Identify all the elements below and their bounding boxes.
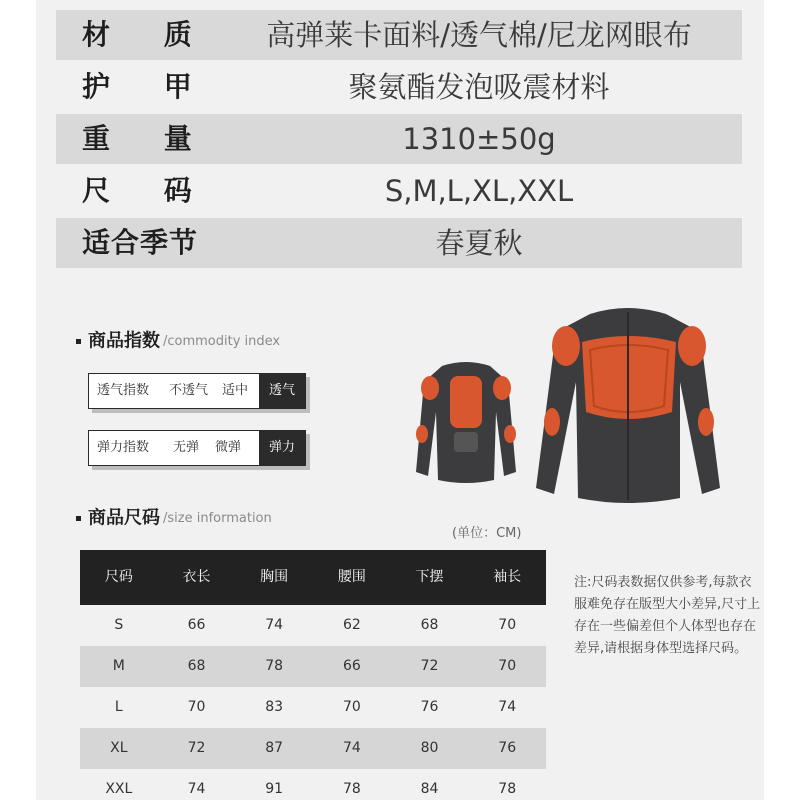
spec-row-size	[56, 166, 742, 216]
spec-row-season	[56, 218, 742, 268]
spec-row-material	[56, 10, 742, 60]
size-table	[80, 550, 546, 810]
spec-row-weight	[56, 114, 742, 164]
table-cell: M	[112, 658, 125, 674]
table-row	[80, 728, 546, 769]
table-cell: L	[114, 699, 123, 715]
index-option: 不透气	[169, 383, 209, 398]
table-row	[80, 605, 546, 646]
section-subtitle: /size information	[163, 510, 272, 526]
table-cell: 66	[187, 617, 206, 633]
spec-value: 1310±50g	[402, 122, 556, 156]
table-cell: 70	[498, 658, 517, 674]
size-table-header	[80, 550, 546, 605]
table-row	[80, 769, 546, 810]
armor-jacket-back-image	[412, 352, 520, 487]
spec-value: 聚氨酯发泡吸震材料	[348, 70, 610, 104]
table-cell: 72	[420, 658, 439, 674]
table-cell: 87	[265, 740, 284, 756]
index-option: 无弹	[173, 440, 200, 455]
table-cell: 62	[342, 617, 361, 633]
table-cell: 70	[187, 699, 206, 715]
table-cell: 74	[498, 699, 517, 715]
table-cell: 83	[265, 699, 284, 715]
header-cell: 腰围	[337, 569, 366, 585]
table-row	[80, 687, 546, 728]
spec-value: 高弹莱卡面料/透气棉/尼龙网眼布	[266, 18, 692, 52]
table-cell: 72	[187, 740, 206, 756]
table-row	[80, 646, 546, 687]
index-label: 弹力指数	[97, 440, 150, 455]
armor-jacket-front-image	[530, 302, 726, 510]
spec-row-armor	[56, 62, 742, 112]
table-cell: 84	[420, 781, 439, 797]
index-label: 透气指数	[97, 383, 150, 398]
header-cell: 尺码	[104, 569, 133, 585]
index-option: 微弹	[215, 440, 242, 455]
header-cell: 胸围	[260, 569, 289, 585]
spec-label: 适合季节	[82, 226, 199, 259]
table-cell: 78	[342, 781, 361, 797]
bullet-icon	[76, 339, 81, 344]
unit-label: (单位：CM)	[452, 526, 522, 541]
table-cell: 66	[342, 658, 361, 674]
spec-value: 春夏秋	[435, 226, 523, 260]
table-cell: 70	[342, 699, 361, 715]
table-cell: 68	[187, 658, 206, 674]
table-cell: S	[114, 617, 124, 633]
table-cell: 76	[420, 699, 439, 715]
table-cell: 76	[498, 740, 517, 756]
table-cell: 74	[342, 740, 361, 756]
table-cell: 78	[498, 781, 517, 797]
header-cell: 下摆	[415, 569, 444, 585]
table-cell: XXL	[105, 781, 133, 797]
index-option-selected: 弹力	[259, 431, 305, 465]
commodity-index-heading	[76, 328, 280, 354]
section-title: 商品指数	[88, 330, 160, 352]
section-title: 商品尺码	[88, 507, 160, 529]
table-cell: 70	[498, 617, 517, 633]
table-cell: XL	[110, 740, 128, 756]
size-note: 注:尺码表数据仅供参考,每款衣服难免存在版型大小差异,尺寸上存在一些偏差但个人体型也存在差异,请根据身体型选择尺码。	[574, 575, 761, 656]
header-cell: 袖长	[493, 569, 522, 585]
section-subtitle: /commodity index	[163, 333, 281, 349]
breathability-index	[88, 373, 306, 409]
size-info-heading	[76, 505, 272, 531]
bullet-icon	[76, 516, 81, 521]
spec-label: 尺 码	[82, 174, 214, 207]
spec-label: 材 质	[82, 18, 214, 51]
spec-label: 重 量	[82, 122, 214, 155]
table-cell: 74	[265, 617, 284, 633]
header-cell: 衣长	[182, 569, 211, 585]
spec-label: 护 甲	[82, 70, 214, 103]
spec-value: S,M,L,XL,XXL	[384, 174, 574, 208]
table-cell: 68	[420, 617, 439, 633]
table-cell: 74	[187, 781, 206, 797]
index-option-selected: 透气	[259, 374, 305, 408]
table-cell: 80	[420, 740, 439, 756]
table-cell: 78	[265, 658, 284, 674]
elasticity-index	[88, 430, 306, 466]
table-cell: 91	[265, 781, 284, 797]
index-option: 适中	[222, 383, 249, 398]
